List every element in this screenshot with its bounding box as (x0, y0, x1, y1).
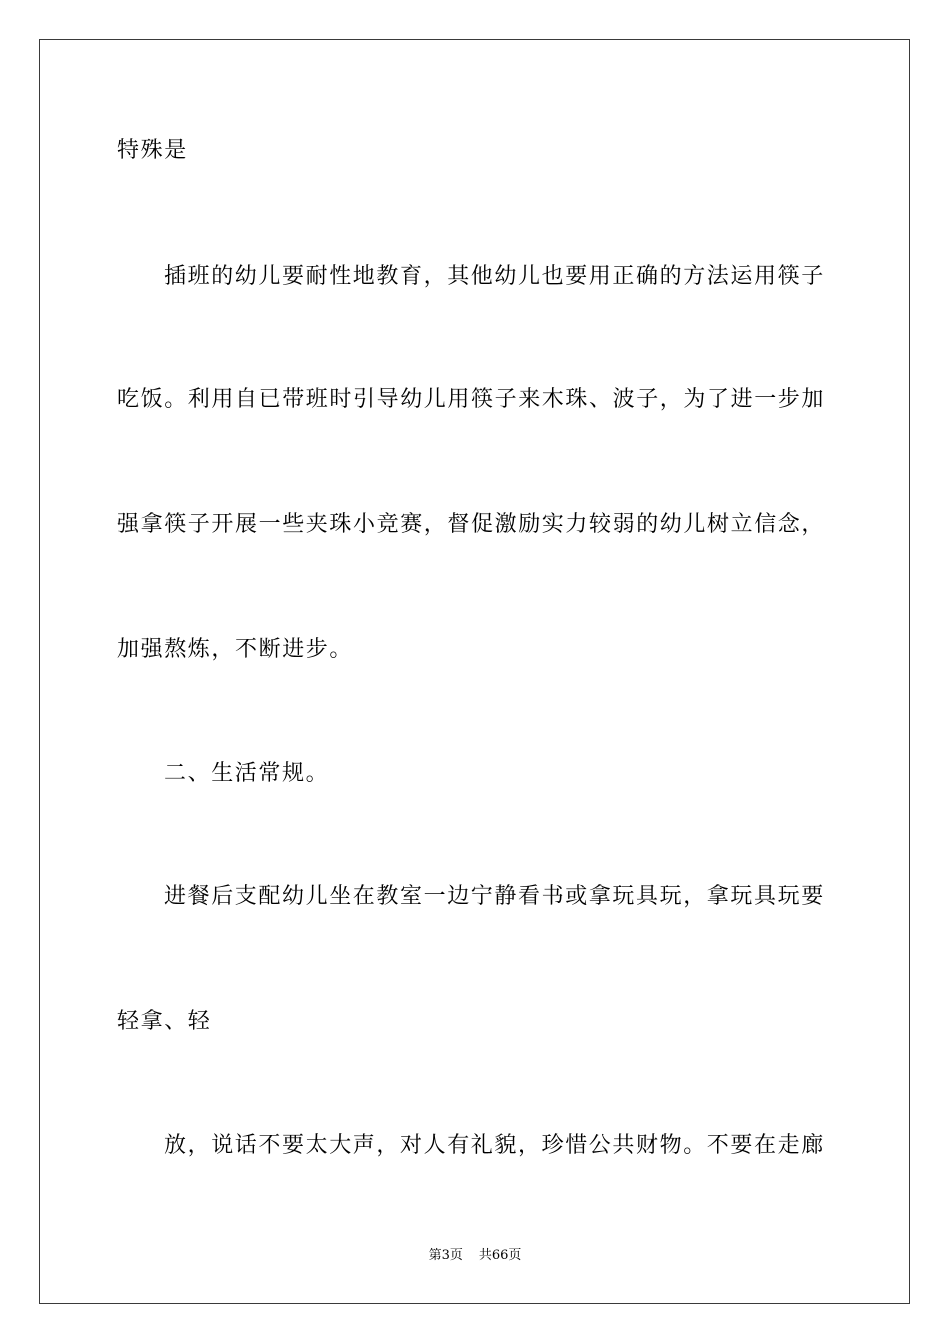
text-line-8: 轻拿、轻 (117, 1009, 212, 1034)
text-line-9: 放，说话不要太大声，对人有礼貌，珍惜公共财物。不要在走廊 (164, 1133, 825, 1158)
section-heading: 二、生活常规。 (164, 761, 330, 786)
text-line-4: 强拿筷子开展一些夹珠小竞赛，督促激励实力较弱的幼儿树立信念， (117, 512, 826, 537)
text-line-5: 加强熬炼，不断进步。 (117, 637, 354, 662)
page-footer (0, 1247, 950, 1265)
page-total: 共66页 (478, 1248, 522, 1263)
text-line-3: 吃饭。利用自已带班时引导幼儿用筷子来木珠、波子，为了进一步加 (117, 387, 826, 412)
page-number: 第3页 (428, 1248, 463, 1263)
text-line-2: 插班的幼儿要耐性地教育，其他幼儿也要用正确的方法运用筷子 (164, 264, 825, 289)
text-line-7: 进餐后支配幼儿坐在教室一边宁静看书或拿玩具玩，拿玩具玩要 (164, 884, 825, 909)
page-border (39, 39, 910, 1304)
text-line-1: 特殊是 (117, 138, 188, 163)
